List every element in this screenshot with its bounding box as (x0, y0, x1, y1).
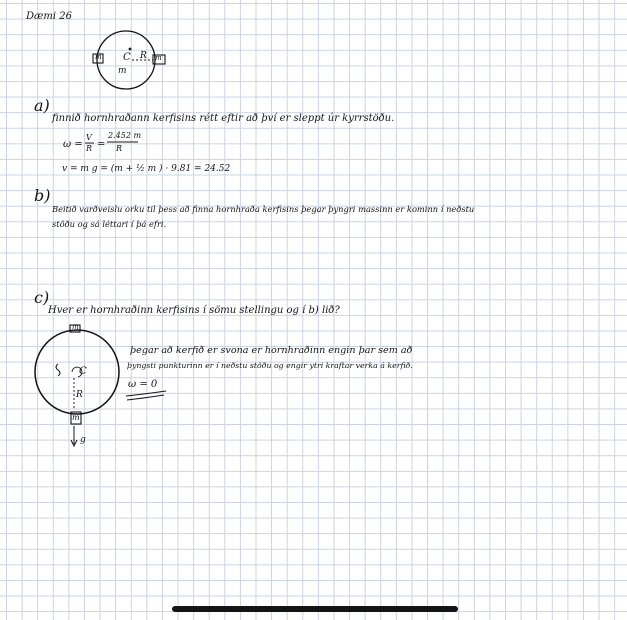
part-a-text: finnið hornhraðann kerfisins rétt eftir að því er sleppt úr kyrrstöðu. (52, 113, 395, 124)
home-indicator-bar[interactable] (172, 606, 458, 612)
part-b-letter: b) (34, 186, 51, 205)
diagram-c-radius-label: R (76, 390, 83, 400)
part-a-eq1-mid: = (97, 139, 106, 150)
diagram-c-gravity-label: g (80, 435, 86, 445)
page-header: Dæmi 26 (26, 11, 73, 22)
part-a-letter: a) (34, 96, 50, 115)
diagram-top-box-right: m (155, 54, 162, 62)
diagram-top-center-label: C (123, 52, 131, 63)
diagram-c-center-label: C (79, 366, 87, 377)
part-a-eq1-frac1-den: R (86, 144, 93, 153)
part-a-eq2: v = m g = (m + ½ m ) · 9.81 = 24.52 (62, 164, 231, 174)
part-c-answer-line1: þegar að kerfið er svona er hornhraðinn engin þar sem að (130, 345, 413, 356)
part-a-eq1-lhs: ω = (63, 139, 83, 150)
diagram-c-top-box: m (72, 323, 79, 331)
part-c-answer-line2: þyngsti punkturinn er í neðstu stöðu og engir ytri kraftar verka á kerfið. (127, 361, 413, 370)
diagram-top-box-left: m (95, 53, 102, 61)
diagram-c-bottom-box: m (72, 413, 80, 422)
part-c-result: ω = 0 (128, 379, 158, 390)
part-a-eq1-frac2-num: 2.452 m (108, 131, 142, 140)
part-b-line2: stöðu og sá léttari í þá efri. (52, 219, 167, 229)
part-c-letter: c) (34, 288, 50, 307)
diagram-top-radius-label: R (140, 51, 147, 61)
part-b-line1: Beitið varðveislu orku til þess að finna hornhraða kerfisins þegar þyngri massinn er kominn í neðstu (52, 204, 475, 214)
part-a-eq1-frac1-num: V (86, 133, 92, 142)
part-a-eq1-frac2-den: R (116, 144, 123, 153)
part-c-question: Hver er hornhraðinn kerfisins í sömu stellingu og í b) lið? (48, 305, 340, 316)
diagram-top-mass-label: m (118, 66, 127, 76)
